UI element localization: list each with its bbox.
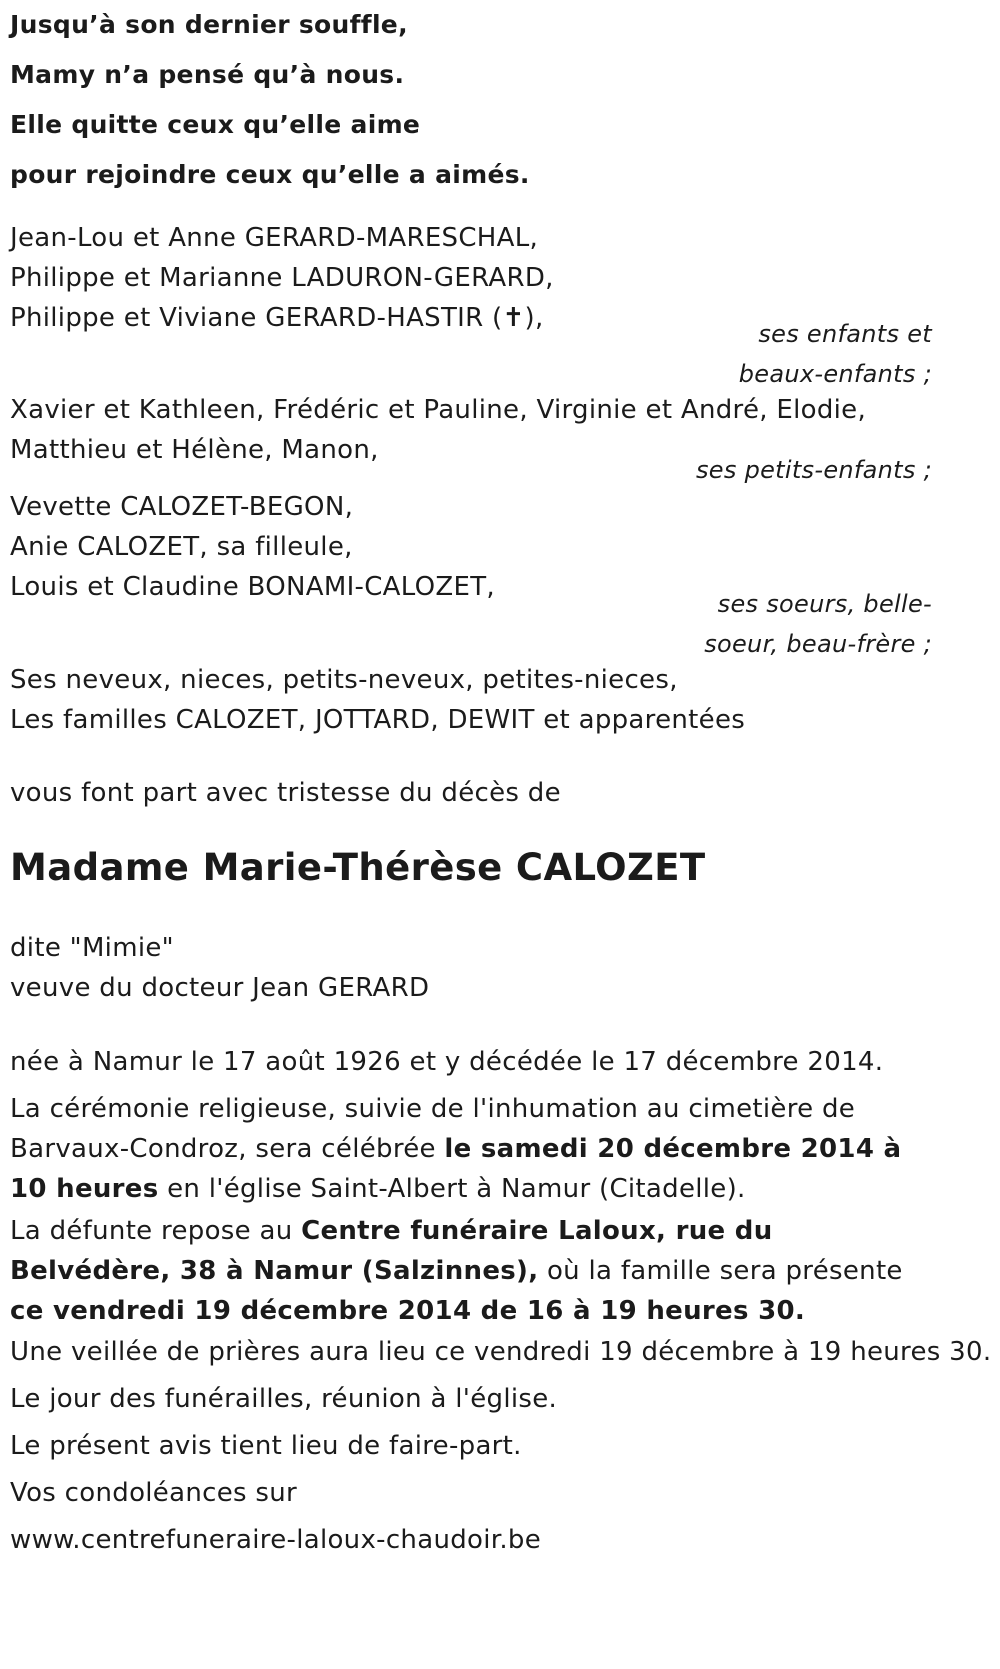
family-line: Jean-Lou et Anne GERARD-MARESCHAL, xyxy=(10,223,539,253)
funeral-day-text: Le jour des funérailles, réunion à l'église. xyxy=(10,1384,558,1414)
closing-lines xyxy=(10,1332,992,1567)
family-line: Matthieu et Hélène, Manon, xyxy=(10,435,379,465)
grandchildren-role xyxy=(10,450,932,490)
verse-line: Jusqu’à son dernier souffle, xyxy=(10,10,408,39)
deceased-name: Madame Marie-Thérèse CALOZET xyxy=(10,846,706,889)
repose-location: Centre funéraire Laloux, rue du Belvédère, 38 à Namur (Salzinnes), xyxy=(10,1216,773,1286)
role-line: beaux-enfants ; xyxy=(738,360,932,388)
children-role xyxy=(10,314,932,394)
widow-of: veuve du docteur Jean GERARD xyxy=(10,973,430,1003)
birth-death xyxy=(10,1042,932,1082)
ceremony-text: La cérémonie religieuse, suivie de l'inhumation au cimetière de Barvaux-Condroz, sera célébrée xyxy=(10,1094,856,1164)
vigil-text: Une veillée de prières aura lieu ce vendredi 19 décembre à 19 heures 30. xyxy=(10,1337,992,1367)
opening-verse xyxy=(10,0,530,200)
verse-line: Mamy n’a pensé qu’à nous. xyxy=(10,60,405,89)
ceremony-paragraph xyxy=(10,1089,936,1209)
family-line: Les familles CALOZET, JOTTARD, DEWIT et apparentées xyxy=(10,705,746,735)
ceremony-date: le samedi 20 décembre 2014 à 10 heures xyxy=(10,1134,902,1204)
relatives-list xyxy=(10,660,932,740)
deceased-details xyxy=(10,928,932,1008)
family-line: Xavier et Kathleen, Frédéric et Pauline, Virginie et André, Elodie, xyxy=(10,395,867,425)
siblings-role xyxy=(10,584,932,664)
family-line: Louis et Claudine BONAMI-CALOZET, xyxy=(10,572,495,602)
family-line: Philippe et Marianne LADURON-GERARD, xyxy=(10,263,554,293)
family-line: Philippe et Viviane GERARD-HASTIR (✝), xyxy=(10,303,544,333)
alias: dite "Mimie" xyxy=(10,933,174,963)
repose-text-mid: où la famille sera présente xyxy=(538,1256,903,1286)
website-link[interactable]: www.centrefuneraire-laloux-chaudoir.be xyxy=(10,1525,542,1555)
repose-visiting-hours: ce vendredi 19 décembre 2014 de 16 à 19 heures 30. xyxy=(10,1296,806,1326)
verse-line: Elle quitte ceux qu’elle aime xyxy=(10,110,421,139)
role-line: ses petits-enfants ; xyxy=(695,456,932,484)
family-line: Ses neveux, nieces, petits-neveux, petites-nieces, xyxy=(10,665,678,695)
role-line: ses soeurs, belle- xyxy=(717,590,932,618)
family-line: Anie CALOZET, sa filleule, xyxy=(10,532,353,562)
family-line: Vevette CALOZET-BEGON, xyxy=(10,492,354,522)
role-line: soeur, beau-frère ; xyxy=(704,630,932,658)
announcement-text: vous font part avec tristesse du décès de xyxy=(10,778,561,808)
condolences-label: Vos condoléances sur xyxy=(10,1478,298,1508)
birth-death-text: née à Namur le 17 août 1926 et y décédée le 17 décembre 2014. xyxy=(10,1047,884,1077)
ceremony-place: en l'église Saint-Albert à Namur (Citadelle). xyxy=(158,1174,746,1204)
notice-text: Le présent avis tient lieu de faire-part. xyxy=(10,1431,522,1461)
role-line: ses enfants et xyxy=(758,320,932,348)
repose-text: La défunte repose au xyxy=(10,1216,302,1246)
repose-paragraph xyxy=(10,1211,910,1331)
announcement xyxy=(10,773,932,813)
verse-line: pour rejoindre ceux qu’elle a aimés. xyxy=(10,160,530,189)
